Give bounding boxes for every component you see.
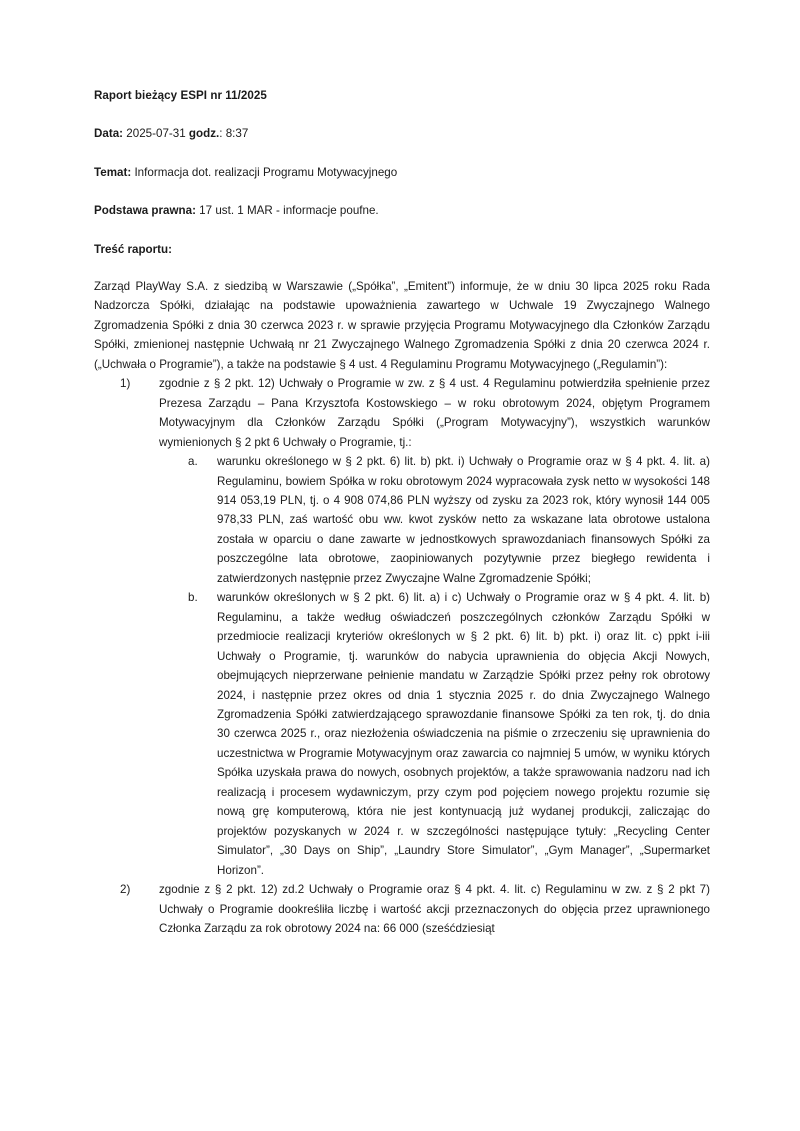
list-marker: b. bbox=[188, 591, 198, 605]
meta-label-podstawa-prawna: Podstawa prawna: bbox=[94, 204, 196, 218]
meta-label-temat: Temat: bbox=[94, 165, 132, 179]
list-item-text: zgodnie z § 2 pkt. 12) Uchwały o Programie w zw. z § 4 ust. 4 Regulaminu potwierdziła spełnienie przez Prezesa Zarządu – Pana Krzysztofa Kostowskiego – w roku obrotowym 2024, objętym Programem Motywacyjnym dla Członków Zarządu Spółki („Program Motywacyjny”), wszystkich warunków wymienionych § 2 pkt 6 Uchwały o Programie, tj.: bbox=[159, 377, 710, 449]
list-item-text: zgodnie z § 2 pkt. 12) zd.2 Uchwały o Programie oraz § 4 pkt. 4. lit. c) Regulaminu w zw. z § 2 pkt 7) Uchwały o Programie dookreśliła liczbę i wartość akcji przeznaczonych do objęcia przez uprawnionego Członka Zarządu za rok obrotowy 2024 na: 66 000 (sześćdziesiąt bbox=[159, 883, 710, 935]
list-item bbox=[120, 374, 710, 880]
list-item bbox=[188, 588, 710, 880]
numbered-list bbox=[94, 374, 710, 938]
list-item-text: warunku określonego w § 2 pkt. 6) lit. b) pkt. i) Uchwały o Programie oraz w § 4 pkt. 4. lit. a) Regulaminu, bowiem Spółka w roku obrotowym 2024 wypracowała zysk netto w wysokości 148 914 053,19 PLN, tj. o 4 908 074,86 PLN wyższy od zysku za 2023 rok, który wynosił 144 005 978,33 PLN, zaś wartość obu ww. kwot zysków netto za wskazane lata obrotowe ustalona została w oparciu o dane zawarte w jednostkowych sprawozdaniach finansowych Spółki za poszczególne lata obrotowe, zaopiniowanych pozytywnie przez biegłego rewidenta i zatwierdzonych następnie przez Zwyczajne Walne Zgromadzenie Spółki; bbox=[217, 455, 710, 585]
intro-paragraph: Zarząd PlayWay S.A. z siedzibą w Warszawie („Spółka”, „Emitent”) informuje, że w dniu 30 lipca 2025 roku Rada Nadzorcza Spółki, działając na podstawie upoważnienia zawartego w Uchwale 19 Zwyczajnego Walnego Zgromadzenia Spółki z dnia 30 czerwca 2023 r. w sprawie przyjęcia Programu Motywacyjnego dla Członków Zarządu Spółki, zmienionej następnie Uchwałą nr 21 Zwyczajnego Walnego Zgromadzenia Spółki z dnia 20 czerwca 2024 r. („Uchwała o Programie”), a także na podstawie § 4 ust. 4 Regulaminu Programu Motywacyjnego („Regulamin”): bbox=[94, 280, 710, 371]
lettered-sublist bbox=[159, 452, 710, 880]
meta-value-temat: Informacja dot. realizacji Programu Motywacyjnego bbox=[131, 165, 398, 179]
meta-value-data: 2025-07-31 bbox=[123, 127, 189, 141]
page-title: Raport bieżący ESPI nr 11/2025 bbox=[94, 89, 267, 102]
section-heading-report-content: Treść raportu: bbox=[94, 242, 172, 256]
list-marker: 2) bbox=[120, 883, 131, 897]
list-marker: a. bbox=[188, 455, 198, 469]
meta-line-subject bbox=[94, 163, 710, 182]
list-marker: 1) bbox=[120, 377, 131, 391]
meta-value-podstawa-prawna: 17 ust. 1 MAR - informacje poufne. bbox=[195, 204, 379, 218]
meta-label-godz: godz. bbox=[188, 127, 220, 141]
meta-line-date bbox=[94, 124, 710, 143]
meta-line-legal-basis bbox=[94, 201, 710, 220]
meta-label-data: Data: bbox=[94, 127, 124, 141]
list-item bbox=[188, 452, 710, 588]
list-item bbox=[120, 880, 710, 938]
list-item-text: warunków określonych w § 2 pkt. 6) lit. a) i c) Uchwały o Programie oraz w § 4 pkt. 4. lit. b) Regulaminu, a także według oświadczeń poszczególnych członków Zarządu Spółki w przedmiocie realizacji kryteriów określonych w § 2 pkt. 6) lit. b) pkt. i) oraz lit. c) ppkt i-iii Uchwały o Programie, tj. warunków do nabycia uprawnienia do objęcia Akcji Nowych, obejmujących nieprzerwane pełnienie mandatu w Zarządzie Spółki przez pełny rok obrotowy 2024, i następnie przez okres od dnia 1 stycznia 2025 r. do dnia Zwyczajnego Walnego Zgromadzenia Spółki zatwierdzającego sprawozdanie finansowe Spółki za ten rok, tj. do dnia 30 czerwca 2025 r., oraz niezłożenia oświadczenia na piśmie o zrzeczeniu się uprawnienia do uczestnictwa w Programie Motywacyjnym oraz zawarcia co najmniej 5 umów, w wyniku których Spółka uzyskała prawa do nowych, osobnych projektów, a także sprawowania nadzoru nad ich realizacją i procesem wydawniczym, przy czym pod pojęciem nowego projektu rozumie się nową grę komputerową, która nie jest kontynuacją już wydanej produkcji, zaliczając do projektów pozyskanych w 2024 r. w szczególności następujące tytuły: „Recycling Center Simulator”, „30 Days on Ship”, „Laundry Store Simulator”, „Gym Manager”, „Supermarket Horizon”. bbox=[217, 591, 710, 877]
meta-value-godz: : 8:37 bbox=[219, 127, 249, 141]
